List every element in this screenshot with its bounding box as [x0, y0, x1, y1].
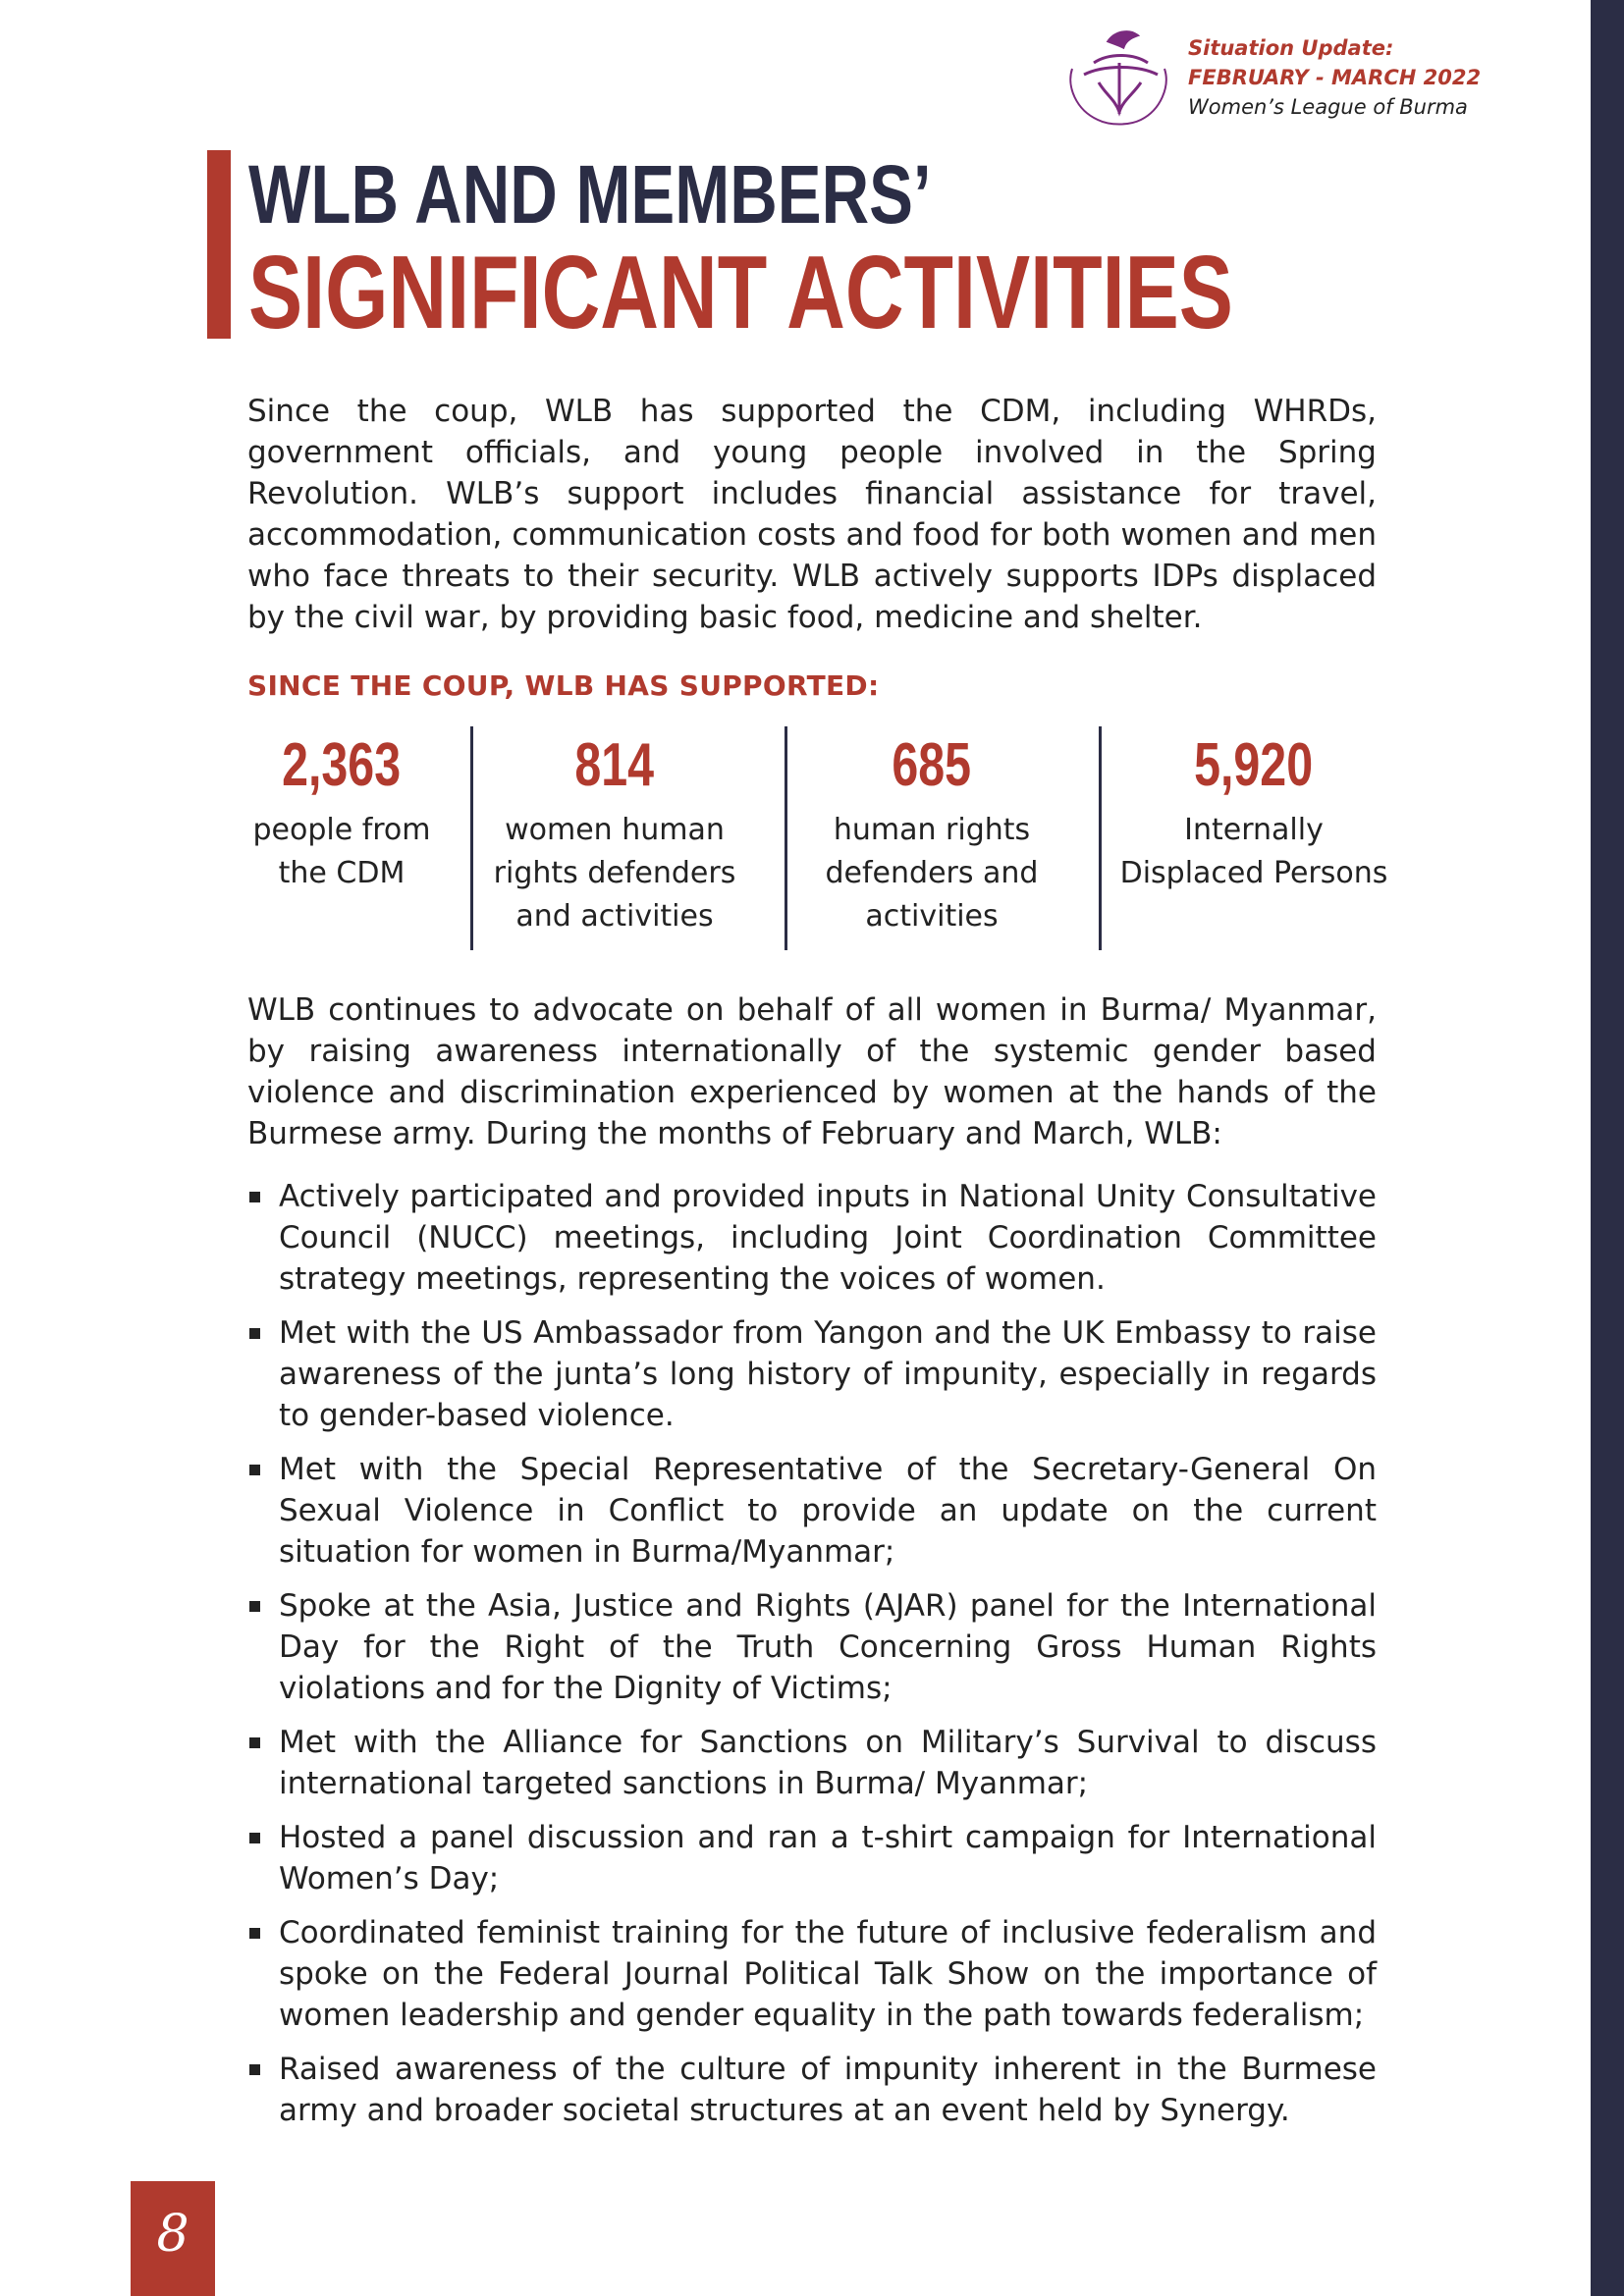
bullet-square-icon	[249, 1192, 260, 1202]
list-item	[247, 1817, 1377, 1899]
stat-label	[1111, 809, 1396, 895]
stat-number: 814	[574, 731, 655, 799]
stat-whrd	[487, 726, 742, 950]
bullet-square-icon	[249, 1601, 260, 1612]
stat-hrd	[809, 726, 1055, 950]
header-period: FEBRUARY - MARCH 2022	[1188, 66, 1482, 89]
stat-label	[232, 809, 452, 895]
bullet-square-icon	[249, 1465, 260, 1475]
list-item	[247, 1585, 1377, 1709]
stat-label-line: activities	[865, 899, 999, 934]
support-heading: SINCE THE COUP, WLB HAS SUPPORTED:	[247, 669, 880, 702]
page-number: 8	[156, 2205, 189, 2264]
list-item-text: Actively participated and provided inputs in National Unity Consultative Council (NUCC) meetings, including Joint Coordination Committee strategy meetings, representing the voices of women.	[279, 1179, 1377, 1297]
stat-label-line: women human	[505, 813, 725, 847]
stat-cdm	[232, 726, 452, 950]
activities-list	[247, 1176, 1377, 2144]
intro-paragraph: Since the coup, WLB has supported the CDM, including WHRDs, government officials, and young people involved in the Spring Revolution. WLB’s support includes financial assistance for travel, accommodation, communication costs and food for both women and men who face threats to their security. WLB actively supports IDPs displaced by the civil war, by providing basic food, medicine and shelter.	[247, 394, 1377, 635]
page-title-line2: SIGNIFICANT ACTIVITIES	[248, 235, 1233, 350]
stat-label	[809, 809, 1055, 938]
page-number-box	[131, 2181, 215, 2296]
stat-label-line: people from	[252, 813, 431, 847]
advocacy-paragraph: WLB continues to advocate on behalf of all women in Burma/ Myanmar, by raising awareness internationally of the systemic gender based violence and discrimination experienced by women at the hands of the Burmese army. During the months of February and March, WLB:	[247, 992, 1377, 1151]
stat-number: 2,363	[282, 731, 402, 799]
header-organization: Women’s League of Burma	[1188, 95, 1468, 119]
list-item-text: Met with the Special Representative of the Secretary-General On Sexual Violence in Conflict to provide an update on the current situation for women in Burma/Myanmar;	[279, 1452, 1377, 1570]
list-item-text: Hosted a panel discussion and ran a t-shirt campaign for International Women’s Day;	[279, 1820, 1377, 1896]
bullet-square-icon	[249, 1737, 260, 1748]
stat-number: 5,920	[1194, 731, 1314, 799]
title-accent-bar	[207, 150, 231, 339]
list-item-text: Met with the Alliance for Sanctions on Military’s Survival to discuss international targeted sanctions in Burma/ Myanmar;	[279, 1725, 1377, 1801]
list-item-text: Coordinated feminist training for the future of inclusive federalism and spoke on the Federal Journal Political Talk Show on the importance of women leadership and gender equality in the path towards federalism;	[279, 1915, 1377, 2033]
list-item	[247, 1176, 1377, 1300]
list-item	[247, 1912, 1377, 2036]
bullet-square-icon	[249, 1833, 260, 1843]
bullet-square-icon	[249, 2064, 260, 2075]
bullet-square-icon	[249, 1328, 260, 1339]
stat-label-line: Displaced Persons	[1119, 856, 1388, 890]
stat-divider	[1099, 726, 1102, 950]
wlb-logo	[1055, 24, 1182, 132]
stat-label	[487, 809, 742, 938]
header-info	[1188, 33, 1481, 122]
list-item-text: Met with the US Ambassador from Yangon and the UK Embassy to raise awareness of the junta’s long history of impunity, especially in regards to gender-based violence.	[279, 1315, 1377, 1433]
stat-label-line: defenders and	[825, 856, 1039, 890]
stat-label-line: and activities	[515, 899, 714, 934]
stat-number: 685	[892, 731, 972, 799]
header-situation-update: Situation Update:	[1188, 36, 1394, 60]
stat-divider	[470, 726, 473, 950]
stat-label-line: human rights	[833, 813, 1031, 847]
right-edge-bar	[1591, 0, 1624, 2296]
page-title-line1: WLB AND MEMBERS’	[248, 148, 932, 240]
bullet-square-icon	[249, 1928, 260, 1939]
stat-label-line: Internally	[1184, 813, 1324, 847]
list-item	[247, 1449, 1377, 1573]
stats-row	[232, 726, 1410, 950]
list-item	[247, 2049, 1377, 2131]
list-item-text: Spoke at the Asia, Justice and Rights (AJAR) panel for the International Day for the Right of the Truth Concerning Gross Human Rights violations and for the Dignity of Victims;	[279, 1588, 1377, 1706]
stat-label-line: rights defenders	[493, 856, 736, 890]
list-item-text: Raised awareness of the culture of impunity inherent in the Burmese army and broader societal structures at an event held by Synergy.	[279, 2052, 1377, 2128]
stat-label-line: the CDM	[278, 856, 406, 890]
list-item	[247, 1312, 1377, 1436]
stat-idp	[1111, 726, 1396, 950]
stat-divider	[785, 726, 787, 950]
list-item	[247, 1722, 1377, 1804]
